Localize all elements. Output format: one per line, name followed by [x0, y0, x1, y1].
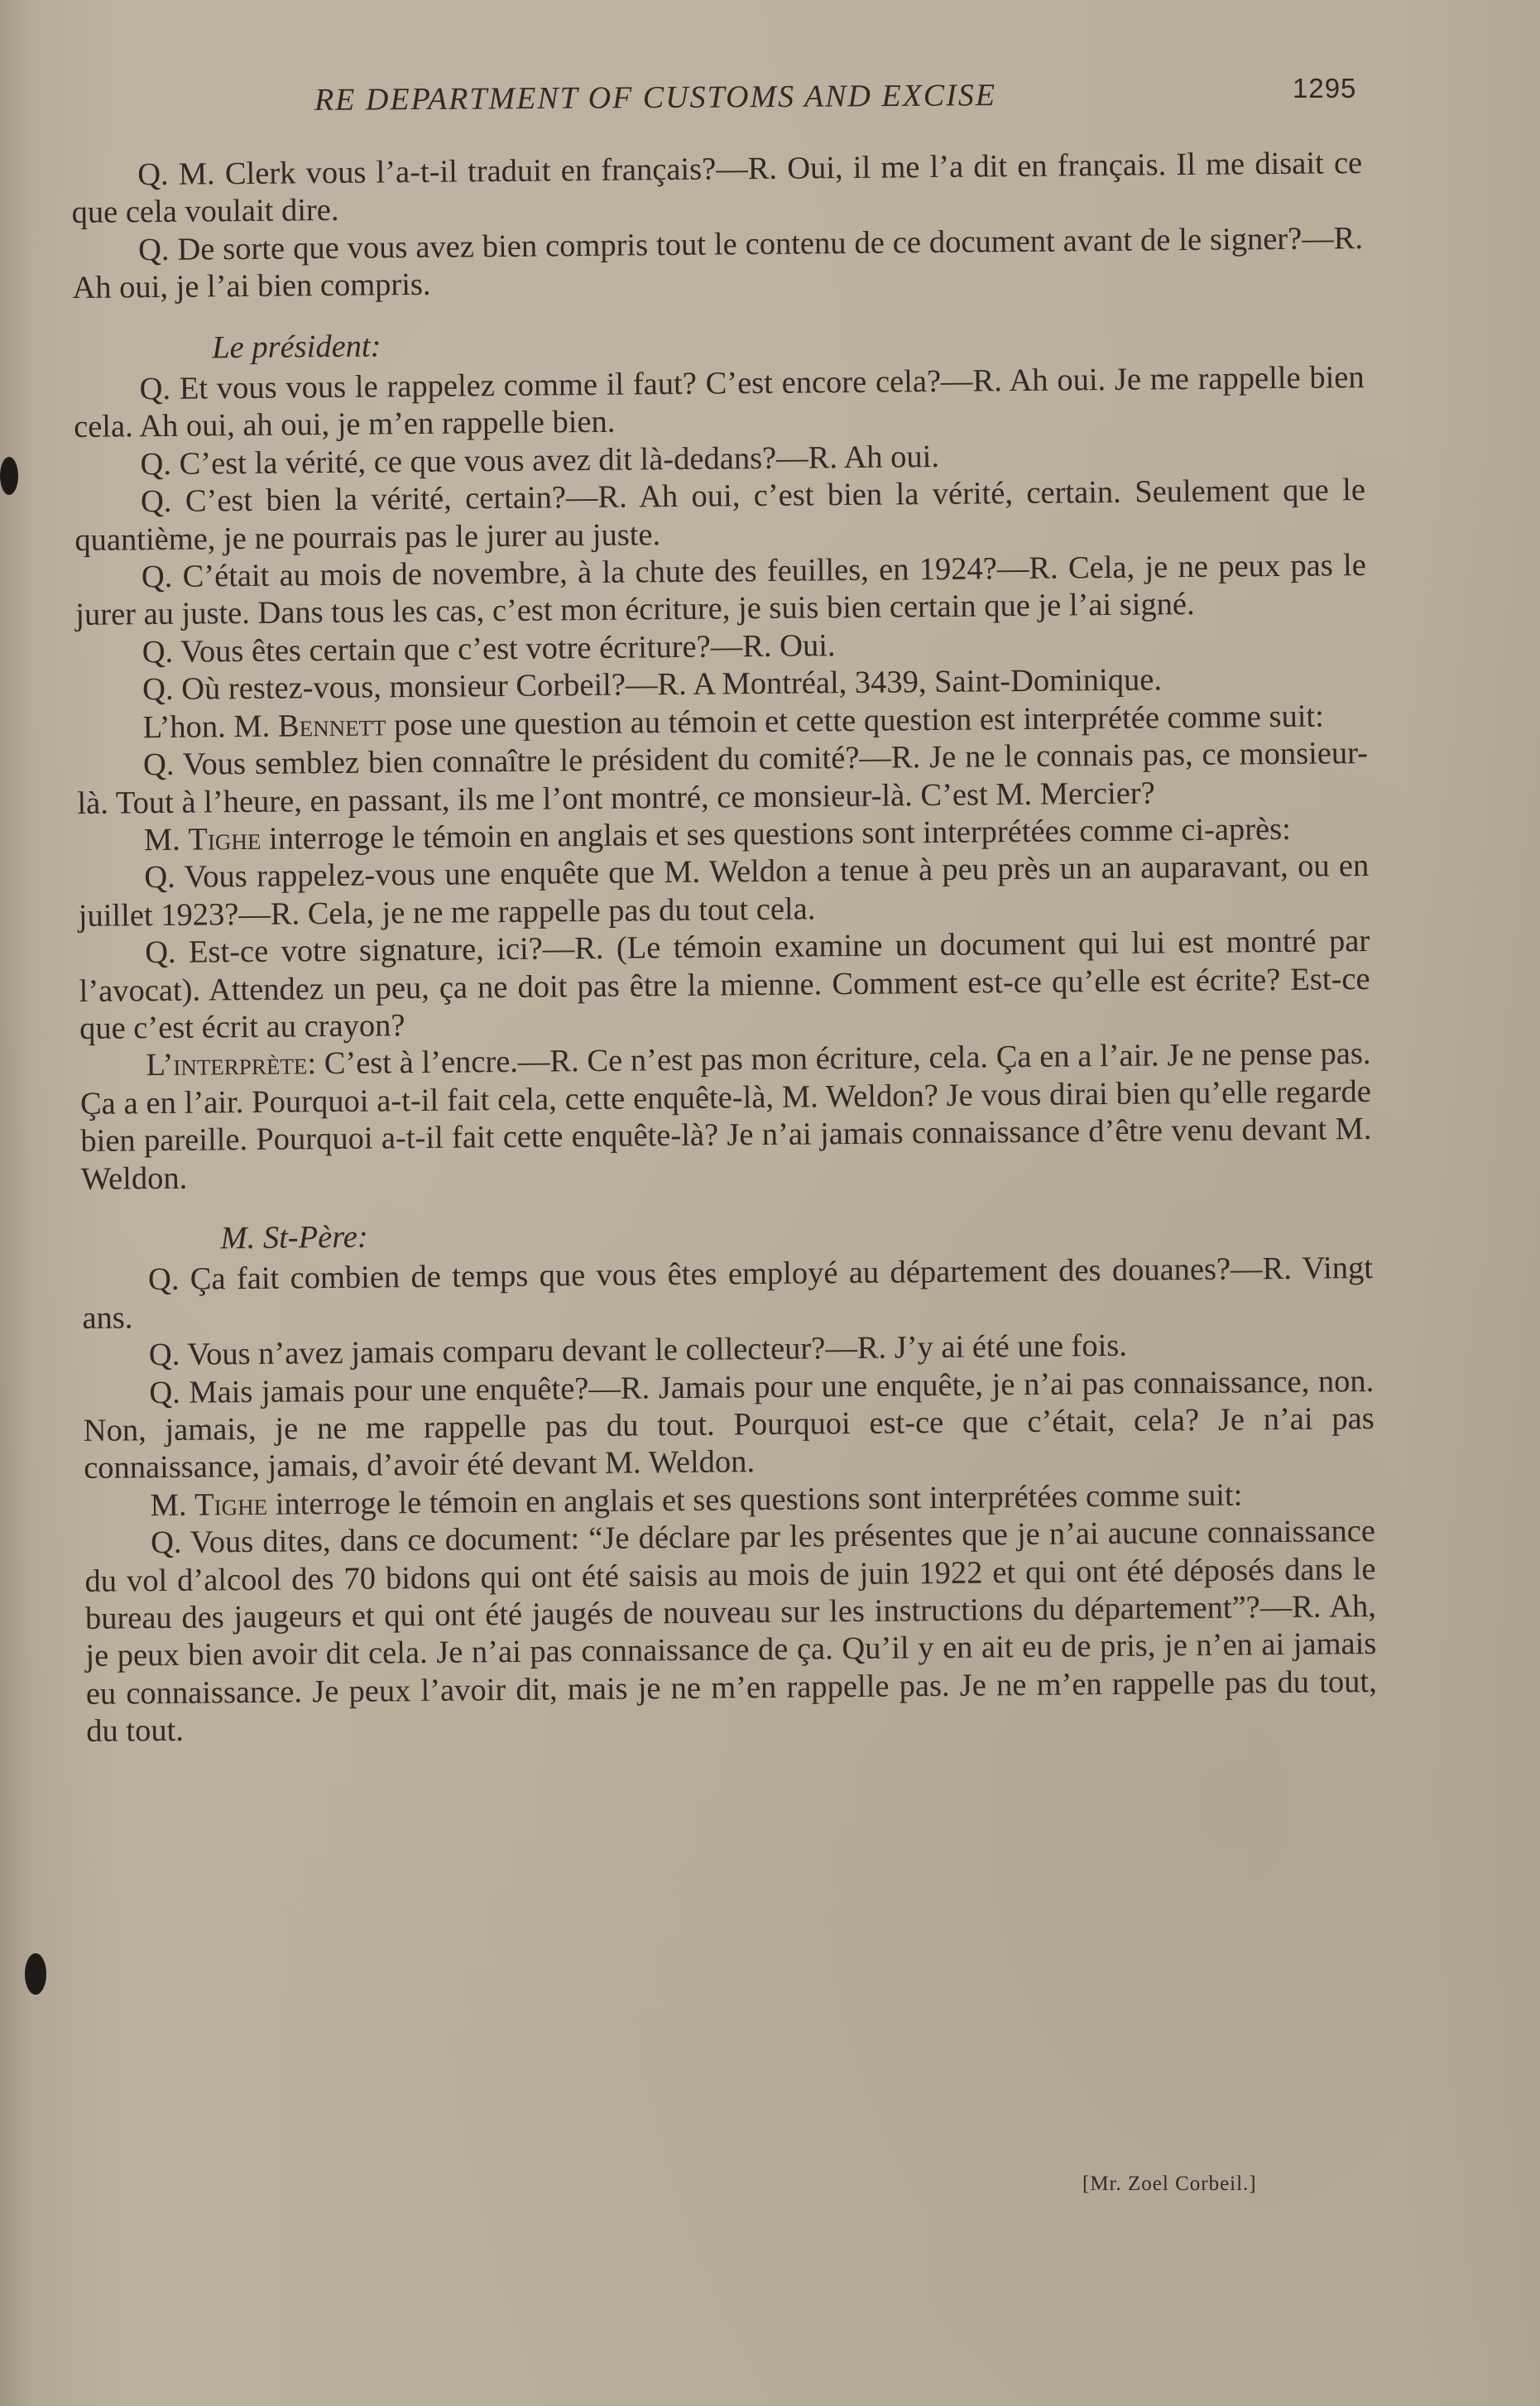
- paragraph-q-compris: Q. De sorte que vous avez bien compris tout le contenu de ce document avant de le signer?—R. Ah oui, je l’ai bien compris.: [72, 220, 1364, 306]
- catchword: [Mr. Zoel Corbeil.]: [1082, 2173, 1257, 2195]
- speaker-name-tighe: Tighe: [194, 1486, 268, 1523]
- speaker-heading-st-pere: M. St-Père:: [220, 1219, 368, 1256]
- binding-hole: [0, 457, 18, 495]
- speaker-name-interprete: L’interprète: [146, 1046, 308, 1083]
- paragraph-q-document-declare: Q. Vous dites, dans ce document: “Je déclare par les présentes que je n’ai aucune connaissance du vol d’alcool des 70 bidons qui ont été saisis au mois de juin 1922 et qui ont été déposés dans le bureau des jaugeurs et qui ont été jaugés de nouveau sur les instructions du département”?—R. Ah, je peux bien avoir dit cela. Je n’ai pas connaissance de ça. Qu’il y en ait eu de pris, je n’en ai jamais eu connaissance. Je peux l’avoir dit, mais je ne m’en rappelle pas. Je ne m’en rappelle pas du tout, du tout.: [84, 1514, 1377, 1750]
- paragraph-q-clerk: Q. M. Clerk vous l’a-t-il traduit en français?—R. Oui, il me l’a dit en français. Il me disait ce que cela voulait dire.: [71, 146, 1363, 231]
- speaker-name-tighe: Tighe: [188, 821, 261, 857]
- paragraph-q-rappelez: Q. Et vous vous le rappelez comme il faut? C’est encore cela?—R. Ah oui. Je me rappelle bien cela. Ah oui, ah oui, je m’en rappelle bien.: [73, 360, 1365, 445]
- speaker-name-bennett: Bennett: [277, 708, 386, 744]
- paragraph-q-jamais-enquete: Q. Mais jamais pour une enquête?—R. Jamais pour une enquête, je n’ai pas connaissance, non. Non, jamais, je ne me rappelle pas du tout. Pourquoi est-ce que c’était, cela? Je n’ai pas connaissance, jamais, d’avoir été devant M. Weldon.: [83, 1363, 1374, 1486]
- speaker-heading-president: Le président:: [212, 329, 381, 366]
- paragraph-tighe-interroge-2: M. Tighe interroge le témoin en anglais et ses questions sont interprétées comme suit:: [150, 1477, 1243, 1523]
- paragraph-q-verite: Q. C’est la vérité, ce que vous avez dit là-dedans?—R. Ah oui.: [140, 439, 940, 483]
- paragraph-q-collecteur: Q. Vous n’avez jamais comparu devant le collecteur?—R. J’y ai été une fois.: [148, 1328, 1128, 1373]
- binding-hole: [25, 1953, 46, 1995]
- page-number: 1295: [1293, 73, 1357, 103]
- paragraph-q-restez: Q. Où restez-vous, monsieur Corbeil?—R. A Montréal, 3439, Saint-Dominique.: [142, 662, 1163, 708]
- paragraph-tighe-interroge-1: M. Tighe interroge le témoin en anglais et ses questions sont interprétées comme ci-après:: [143, 811, 1291, 858]
- paragraph-q-signature: Q. Est-ce votre signature, ici?—R. (Le témoin examine un document qui lui est montré par l’avocat). Attendez un peu, ça ne doit pas être la mienne. Comment est-ce qu’elle est écrite? Est-ce que c’est écrit au crayon?: [79, 924, 1370, 1046]
- paragraph-bennett-question: L’hon. M. Bennett pose une question au témoin et cette question est interprétée comme suit:: [142, 699, 1325, 745]
- running-head: RE DEPARTMENT OF CUSTOMS AND EXCISE: [314, 78, 997, 118]
- paragraph-q-president-comite: Q. Vous semblez bien connaître le président du comité?—R. Je ne le connais pas, ce monsieur-là. Tout à l’heure, en passant, ils me l’ont montré, ce monsieur-là. C’est M. Mercier?: [77, 736, 1369, 821]
- paragraph-q-combien-temps: Q. Ça fait combien de temps que vous êtes employé au département des douanes?—R. Vingt ans.: [82, 1251, 1374, 1336]
- paragraph-interprete: L’interprète: C’est à l’encre.—R. Ce n’est pas mon écriture, cela. Ça en a l’air. Je ne pense pas. Ça a en l’air. Pourquoi a-t-il fait cela, cette enquête-là, M. Weldon? Je vous dirai bien qu’elle regarde bien pareille. Pourquoi a-t-il fait cette enquête-là? Je n’ai jamais connaissance d’être venu devant M. Weldon.: [79, 1036, 1372, 1197]
- paragraph-q-verite-certain: Q. C’est bien la vérité, certain?—R. Ah oui, c’est bien la vérité, certain. Seulement que le quantième, je ne pourrais pas le jurer au juste.: [74, 473, 1366, 558]
- paragraph-q-weldon-enquete: Q. Vous rappelez-vous une enquête que M. Weldon a tenue à peu près un an auparavant, ou en juillet 1923?—R. Cela, je ne me rappelle pas du tout cela.: [78, 848, 1370, 934]
- body-text: [71, 145, 1377, 1751]
- paragraph-q-ecriture: Q. Vous êtes certain que c’est votre écriture?—R. Oui.: [142, 628, 836, 670]
- paragraph-q-novembre: Q. C’était au mois de novembre, à la chute des feuilles, en 1924?—R. Cela, je ne peux pas le jurer au juste. Dans tous les cas, c’est mon écriture, je suis bien certain que je l’ai signé.: [75, 548, 1367, 633]
